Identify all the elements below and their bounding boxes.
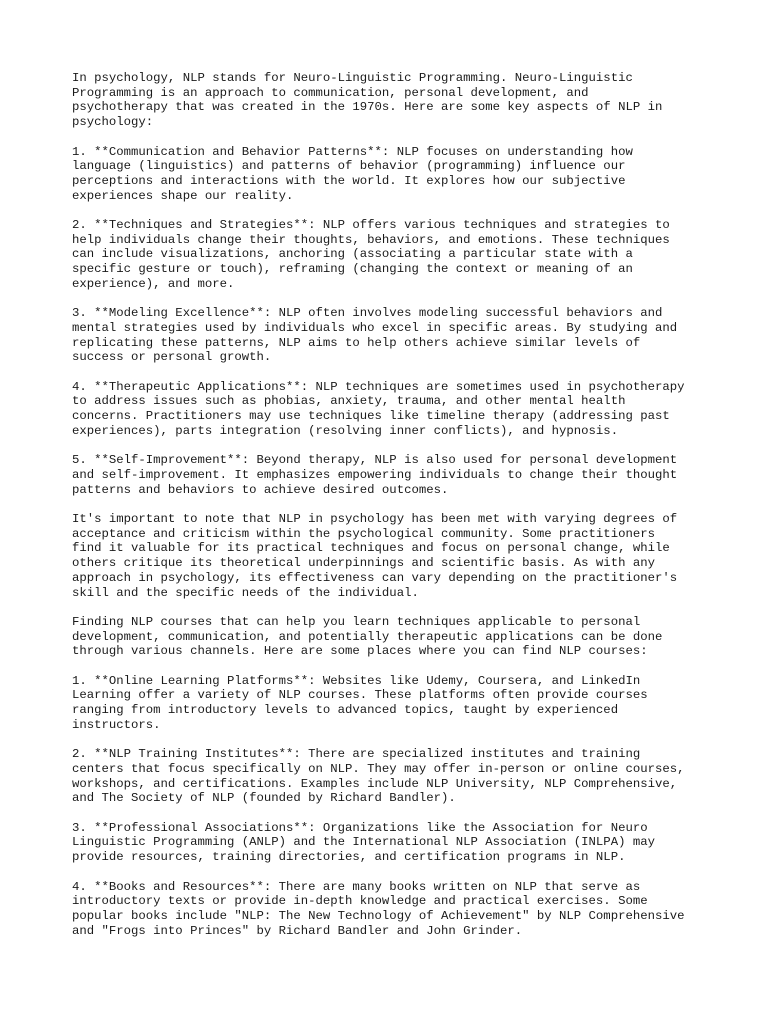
aspect-self-improvement-paragraph: 5. **Self-Improvement**: Beyond therapy, NLP is also used for personal development and self-improvement. It emphasizes empowering individuals to change their thought patterns and behaviors to achieve desired outcomes. (72, 453, 678, 497)
document-body (72, 71, 712, 953)
aspect-modeling-paragraph: 3. **Modeling Excellence**: NLP often involves modeling successful behaviors and mental strategies used by individuals who excel in specific areas. By studying and replicating these patterns, NLP aims to help others achieve similar levels of success or personal growth. (72, 306, 678, 365)
course-professional-associations-paragraph: 3. **Professional Associations**: Organizations like the Association for Neuro Linguistic Programming (ANLP) and the International NLP Association (INLPA) may provide resources, training directories, and certification programs in NLP. (72, 820, 655, 865)
course-online-platforms-paragraph: 1. **Online Learning Platforms**: Websites like Udemy, Coursera, and LinkedIn Learning offer a variety of NLP courses. These platforms often provide courses ranging from introductory levels to advanced topics, taught by experienced instructors. (72, 673, 648, 732)
criticism-paragraph: It's important to note that NLP in psychology has been met with varying degrees of acceptance and criticism within the psychological community. Some practitioners find it valuable for its practical techniques and focus on personal change, while others critique its theoretical underpinnings and scientific basis. As with any approach in psychology, its effectiveness can vary depending on the practitioner's skill and the specific needs of the individual. (72, 512, 678, 600)
course-books-resources-paragraph: 4. **Books and Resources**: There are many books written on NLP that serve as introductory texts or provide in-depth knowledge and practical exercises. Some popular books include "NLP: The New Technology of Achievement" by NLP Comprehensive and "Frogs into Princes" by Richard Bandler and John Grinder. (72, 879, 685, 938)
courses-intro-paragraph: Finding NLP courses that can help you learn techniques applicable to personal development, communication, and potentially therapeutic applications can be done through various channels. Here are some places where you can find NLP courses: (72, 614, 663, 659)
aspect-communication-paragraph: 1. **Communication and Behavior Patterns**: NLP focuses on understanding how language (linguistics) and patterns of behavior (programming) influence our perceptions and interactions with the world. It explores how our subjective experiences shape our reality. (72, 144, 633, 203)
course-training-institutes-paragraph: 2. **NLP Training Institutes**: There are specialized institutes and training centers that focus specifically on NLP. They may offer in-person or online courses, workshops, and certifications. Examples include NLP University, NLP Comprehensive, and The Society of NLP (founded by Richard Bandler). (72, 747, 685, 806)
aspect-techniques-paragraph: 2. **Techniques and Strategies**: NLP offers various techniques and strategies to help individuals change their thoughts, behaviors, and emotions. These techniques can include visualizations, anchoring (associating a particular state with a specific gesture or touch), reframing (changing the context or meaning of an experience), and more. (72, 218, 670, 291)
aspect-therapeutic-paragraph: 4. **Therapeutic Applications**: NLP techniques are sometimes used in psychotherapy to address issues such as phobias, anxiety, trauma, and other mental health concerns. Practitioners may use techniques like timeline therapy (addressing past experiences), parts integration (resolving inner conflicts), and hypnosis. (72, 379, 685, 438)
intro-paragraph: In psychology, NLP stands for Neuro-Linguistic Programming. Neuro-Linguistic Programming is an approach to communication, personal development, and psychotherapy that was created in the 1970s. Here are some key aspects of NLP in psychology: (72, 71, 663, 130)
